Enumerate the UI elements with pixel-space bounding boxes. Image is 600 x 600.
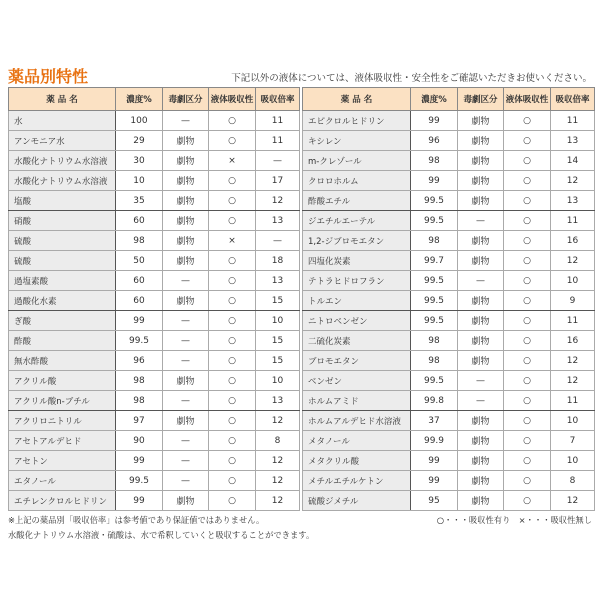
absorbency: ○ — [504, 171, 551, 191]
chemical-name: ホルムアルデヒド水溶液 — [303, 411, 411, 431]
table-row — [9, 491, 300, 511]
chemical-name: クロロホルム — [303, 171, 411, 191]
chemical-table-right — [302, 87, 595, 511]
absorbency: ○ — [209, 331, 256, 351]
absorption-ratio: 10 — [551, 451, 595, 471]
toxicity-class: 劇物 — [163, 171, 209, 191]
absorption-ratio: — — [256, 151, 300, 171]
toxicity-class: — — [163, 431, 209, 451]
absorption-ratio: 12 — [256, 191, 300, 211]
header-concentration: 濃度% — [116, 88, 163, 111]
absorption-ratio: 11 — [551, 311, 595, 331]
table-row — [303, 211, 595, 231]
toxicity-class: — — [163, 351, 209, 371]
absorption-ratio: 12 — [551, 491, 595, 511]
chemical-name: 二硫化炭素 — [303, 331, 411, 351]
table-row — [303, 411, 595, 431]
header-absorbency: 液体吸収性 — [504, 88, 551, 111]
table-row — [303, 191, 595, 211]
table-row — [9, 111, 300, 131]
toxicity-class: 劇物 — [163, 411, 209, 431]
table-row — [303, 111, 595, 131]
toxicity-class: 劇物 — [458, 331, 504, 351]
absorbency: ○ — [209, 471, 256, 491]
chemical-name: 硫酸ジメチル — [303, 491, 411, 511]
chemical-name: 水 — [9, 111, 116, 131]
absorption-ratio: 9 — [551, 291, 595, 311]
absorption-ratio: 12 — [256, 491, 300, 511]
concentration: 99.5 — [411, 311, 458, 331]
toxicity-class: 劇物 — [163, 251, 209, 271]
toxicity-class: 劇物 — [163, 291, 209, 311]
toxicity-class: — — [458, 271, 504, 291]
chemical-name: メチルエチルケトン — [303, 471, 411, 491]
absorbency: ○ — [504, 371, 551, 391]
toxicity-class: 劇物 — [458, 191, 504, 211]
toxicity-class: 劇物 — [458, 431, 504, 451]
absorbency: ○ — [209, 271, 256, 291]
table-row — [303, 371, 595, 391]
concentration: 99.8 — [411, 391, 458, 411]
toxicity-class: 劇物 — [458, 111, 504, 131]
concentration: 95 — [411, 491, 458, 511]
absorbency: ○ — [504, 431, 551, 451]
concentration: 99.5 — [411, 211, 458, 231]
concentration: 60 — [116, 211, 163, 231]
absorption-ratio: 16 — [551, 331, 595, 351]
toxicity-class: — — [163, 271, 209, 291]
absorption-ratio: 13 — [256, 211, 300, 231]
concentration: 99.5 — [411, 371, 458, 391]
chemical-name: 塩酸 — [9, 191, 116, 211]
concentration: 29 — [116, 131, 163, 151]
table-row — [303, 331, 595, 351]
concentration: 90 — [116, 431, 163, 451]
chemical-name: エピクロルヒドリン — [303, 111, 411, 131]
concentration: 100 — [116, 111, 163, 131]
chemical-name: 硫酸 — [9, 231, 116, 251]
concentration: 99 — [411, 471, 458, 491]
concentration: 99 — [411, 451, 458, 471]
absorbency: ○ — [504, 471, 551, 491]
toxicity-class: 劇物 — [458, 351, 504, 371]
concentration: 98 — [411, 351, 458, 371]
chemical-name: ぎ酸 — [9, 311, 116, 331]
concentration: 99 — [116, 451, 163, 471]
concentration: 96 — [116, 351, 163, 371]
toxicity-class: — — [163, 451, 209, 471]
table-row — [9, 291, 300, 311]
chemical-name: キシレン — [303, 131, 411, 151]
absorbency: ○ — [209, 191, 256, 211]
absorbency: ○ — [504, 411, 551, 431]
absorbency: ○ — [504, 391, 551, 411]
table-row — [9, 211, 300, 231]
symbol-legend: ○・・・吸収性有り ×・・・吸収性無し — [436, 515, 592, 525]
toxicity-class: — — [458, 211, 504, 231]
concentration: 37 — [411, 411, 458, 431]
toxicity-class: 劇物 — [163, 211, 209, 231]
concentration: 99.5 — [116, 331, 163, 351]
absorbency: ○ — [209, 291, 256, 311]
absorption-ratio: 10 — [256, 311, 300, 331]
chemical-name: メタノール — [303, 431, 411, 451]
chemical-name: 無水酢酸 — [9, 351, 116, 371]
chemical-name: ホルムアミド — [303, 391, 411, 411]
absorbency: ○ — [209, 351, 256, 371]
concentration: 35 — [116, 191, 163, 211]
absorption-ratio: 15 — [256, 331, 300, 351]
absorbency: ○ — [504, 351, 551, 371]
footnote-reference: ※上記の薬品別「吸収倍率」は参考値であり保証値ではありません。 — [8, 515, 265, 525]
absorbency: ○ — [504, 131, 551, 151]
absorption-ratio: 15 — [256, 351, 300, 371]
header-name: 薬 品 名 — [9, 88, 116, 111]
table-row — [303, 431, 595, 451]
table-row — [9, 411, 300, 431]
table-row — [9, 151, 300, 171]
absorption-ratio: 10 — [256, 371, 300, 391]
toxicity-class: 劇物 — [163, 151, 209, 171]
chemical-name: 四塩化炭素 — [303, 251, 411, 271]
concentration: 99.5 — [116, 471, 163, 491]
table-row — [303, 391, 595, 411]
table-row — [9, 471, 300, 491]
table-row — [9, 431, 300, 451]
absorption-ratio: 16 — [551, 231, 595, 251]
toxicity-class: 劇物 — [458, 171, 504, 191]
absorbency: ○ — [504, 151, 551, 171]
absorbency: ○ — [504, 311, 551, 331]
table-row — [9, 131, 300, 151]
toxicity-class: — — [163, 331, 209, 351]
table-row — [9, 391, 300, 411]
absorbency: ○ — [209, 411, 256, 431]
header-absorbency: 液体吸収性 — [209, 88, 256, 111]
absorption-ratio: 13 — [256, 271, 300, 291]
absorbency: ○ — [209, 371, 256, 391]
toxicity-class: 劇物 — [163, 231, 209, 251]
absorption-ratio: 10 — [551, 271, 595, 291]
toxicity-class: 劇物 — [458, 311, 504, 331]
absorption-ratio: 12 — [551, 171, 595, 191]
toxicity-class: 劇物 — [163, 131, 209, 151]
concentration: 99.9 — [411, 431, 458, 451]
table-row — [303, 171, 595, 191]
concentration: 99.5 — [411, 291, 458, 311]
concentration: 98 — [116, 391, 163, 411]
absorption-ratio: 12 — [256, 471, 300, 491]
toxicity-class: — — [458, 391, 504, 411]
toxicity-class: 劇物 — [163, 491, 209, 511]
absorbency: ○ — [504, 251, 551, 271]
page-title: 薬品別特性 — [8, 67, 89, 86]
absorbency: ○ — [209, 491, 256, 511]
chemical-name: ニトロベンゼン — [303, 311, 411, 331]
absorbency: ○ — [504, 211, 551, 231]
toxicity-class: 劇物 — [458, 471, 504, 491]
table-row — [303, 311, 595, 331]
chemical-name: 1,2-ジブロモエタン — [303, 231, 411, 251]
footnote-dilution: 水酸化ナトリウム水溶液・硫酸は、水で希釈していくと吸収することができます。 — [8, 530, 315, 540]
concentration: 50 — [116, 251, 163, 271]
table-row — [303, 451, 595, 471]
absorption-ratio: 13 — [551, 191, 595, 211]
chemical-name: 硝酸 — [9, 211, 116, 231]
chemical-name: トルエン — [303, 291, 411, 311]
chemical-name: 過酸化水素 — [9, 291, 116, 311]
concentration: 98 — [116, 231, 163, 251]
absorption-ratio: 13 — [551, 131, 595, 151]
chemical-name: 酢酸 — [9, 331, 116, 351]
absorption-ratio: 8 — [256, 431, 300, 451]
absorbency: ○ — [209, 111, 256, 131]
concentration: 99 — [116, 491, 163, 511]
table-row — [9, 311, 300, 331]
chemical-name: メタクリル酸 — [303, 451, 411, 471]
absorption-ratio: 10 — [551, 411, 595, 431]
table-row — [303, 131, 595, 151]
concentration: 98 — [116, 371, 163, 391]
absorbency: ○ — [504, 111, 551, 131]
table-row — [9, 251, 300, 271]
concentration: 96 — [411, 131, 458, 151]
header-ratio: 吸収倍率 — [256, 88, 300, 111]
toxicity-class: — — [163, 391, 209, 411]
absorption-ratio: 12 — [551, 351, 595, 371]
toxicity-class: — — [163, 311, 209, 331]
absorption-ratio: 11 — [551, 211, 595, 231]
absorption-ratio: 7 — [551, 431, 595, 451]
header-toxicity: 毒劇区分 — [163, 88, 209, 111]
chemical-name: アクリル酸n-ブチル — [9, 391, 116, 411]
absorption-ratio: 12 — [551, 371, 595, 391]
table-row — [9, 191, 300, 211]
absorbency: ○ — [209, 171, 256, 191]
header-ratio: 吸収倍率 — [551, 88, 595, 111]
concentration: 99 — [116, 311, 163, 331]
chemical-name: ベンゼン — [303, 371, 411, 391]
absorption-ratio: 18 — [256, 251, 300, 271]
chemical-name: テトラヒドロフラン — [303, 271, 411, 291]
absorption-ratio: 15 — [256, 291, 300, 311]
concentration: 97 — [116, 411, 163, 431]
absorbency: ○ — [504, 271, 551, 291]
toxicity-class: 劇物 — [458, 231, 504, 251]
absorbency: ○ — [209, 391, 256, 411]
concentration: 30 — [116, 151, 163, 171]
absorption-ratio: 11 — [256, 131, 300, 151]
table-row — [9, 371, 300, 391]
table-row — [9, 331, 300, 351]
chemical-name: 酢酸エチル — [303, 191, 411, 211]
toxicity-class: 劇物 — [163, 191, 209, 211]
table-row — [9, 451, 300, 471]
absorption-ratio: 8 — [551, 471, 595, 491]
table-row — [303, 491, 595, 511]
absorbency: ○ — [209, 311, 256, 331]
table-row — [9, 351, 300, 371]
header-name: 薬 品 名 — [303, 88, 411, 111]
table-row — [9, 171, 300, 191]
chemical-name: アクリル酸 — [9, 371, 116, 391]
table-row — [303, 271, 595, 291]
absorbency: ○ — [504, 191, 551, 211]
absorbency: × — [209, 151, 256, 171]
table-row — [303, 231, 595, 251]
absorption-ratio: 12 — [256, 451, 300, 471]
absorbency: ○ — [209, 451, 256, 471]
concentration: 60 — [116, 291, 163, 311]
table-row — [303, 291, 595, 311]
toxicity-class: 劇物 — [458, 151, 504, 171]
concentration: 99.5 — [411, 191, 458, 211]
absorbency: ○ — [209, 211, 256, 231]
absorption-ratio: 14 — [551, 151, 595, 171]
concentration: 99 — [411, 171, 458, 191]
chemical-name: アクリロニトリル — [9, 411, 116, 431]
header-concentration: 濃度% — [411, 88, 458, 111]
absorption-ratio: 12 — [256, 411, 300, 431]
chemical-name: エチレンクロルヒドリン — [9, 491, 116, 511]
concentration: 60 — [116, 271, 163, 291]
usage-note: 下記以外の液体については、液体吸収性・安全性をご確認いただきお使いください。 — [231, 73, 592, 84]
chemical-name: 水酸化ナトリウム水溶液 — [9, 171, 116, 191]
chemical-name: 水酸化ナトリウム水溶液 — [9, 151, 116, 171]
table-row — [9, 271, 300, 291]
toxicity-class: — — [458, 371, 504, 391]
chemical-name: 過塩素酸 — [9, 271, 116, 291]
chemical-name: 硫酸 — [9, 251, 116, 271]
header-toxicity: 毒劇区分 — [458, 88, 504, 111]
table-row — [303, 251, 595, 271]
chemical-name: アセトン — [9, 451, 116, 471]
absorption-ratio: 13 — [256, 391, 300, 411]
toxicity-class: — — [163, 111, 209, 131]
table-row — [9, 231, 300, 251]
absorption-ratio: 11 — [551, 391, 595, 411]
absorbency: ○ — [504, 331, 551, 351]
table-row — [303, 151, 595, 171]
toxicity-class: — — [163, 471, 209, 491]
chemical-name: アセトアルデヒド — [9, 431, 116, 451]
absorbency: ○ — [504, 491, 551, 511]
chemical-name: エタノール — [9, 471, 116, 491]
absorption-ratio: 12 — [551, 251, 595, 271]
concentration: 99.7 — [411, 251, 458, 271]
concentration: 99 — [411, 111, 458, 131]
chemical-name: ブロモエタン — [303, 351, 411, 371]
chemical-name: ジエチルエーテル — [303, 211, 411, 231]
absorbency: ○ — [504, 291, 551, 311]
chemical-name: m-クレゾール — [303, 151, 411, 171]
absorbency: ○ — [209, 251, 256, 271]
chemical-name: アンモニア水 — [9, 131, 116, 151]
concentration: 98 — [411, 331, 458, 351]
absorbency: ○ — [504, 451, 551, 471]
absorption-ratio: 11 — [551, 111, 595, 131]
concentration: 10 — [116, 171, 163, 191]
toxicity-class: 劇物 — [458, 411, 504, 431]
absorbency: ○ — [504, 231, 551, 251]
concentration: 98 — [411, 151, 458, 171]
toxicity-class: 劇物 — [163, 371, 209, 391]
toxicity-class: 劇物 — [458, 251, 504, 271]
absorption-ratio: 17 — [256, 171, 300, 191]
toxicity-class: 劇物 — [458, 291, 504, 311]
table-row — [303, 351, 595, 371]
absorption-ratio: — — [256, 231, 300, 251]
table-row — [303, 471, 595, 491]
toxicity-class: 劇物 — [458, 451, 504, 471]
toxicity-class: 劇物 — [458, 491, 504, 511]
absorption-ratio: 11 — [256, 111, 300, 131]
concentration: 99.5 — [411, 271, 458, 291]
absorbency: ○ — [209, 431, 256, 451]
toxicity-class: 劇物 — [458, 131, 504, 151]
absorbency: × — [209, 231, 256, 251]
absorbency: ○ — [209, 131, 256, 151]
chemical-table-left — [8, 87, 300, 511]
concentration: 98 — [411, 231, 458, 251]
